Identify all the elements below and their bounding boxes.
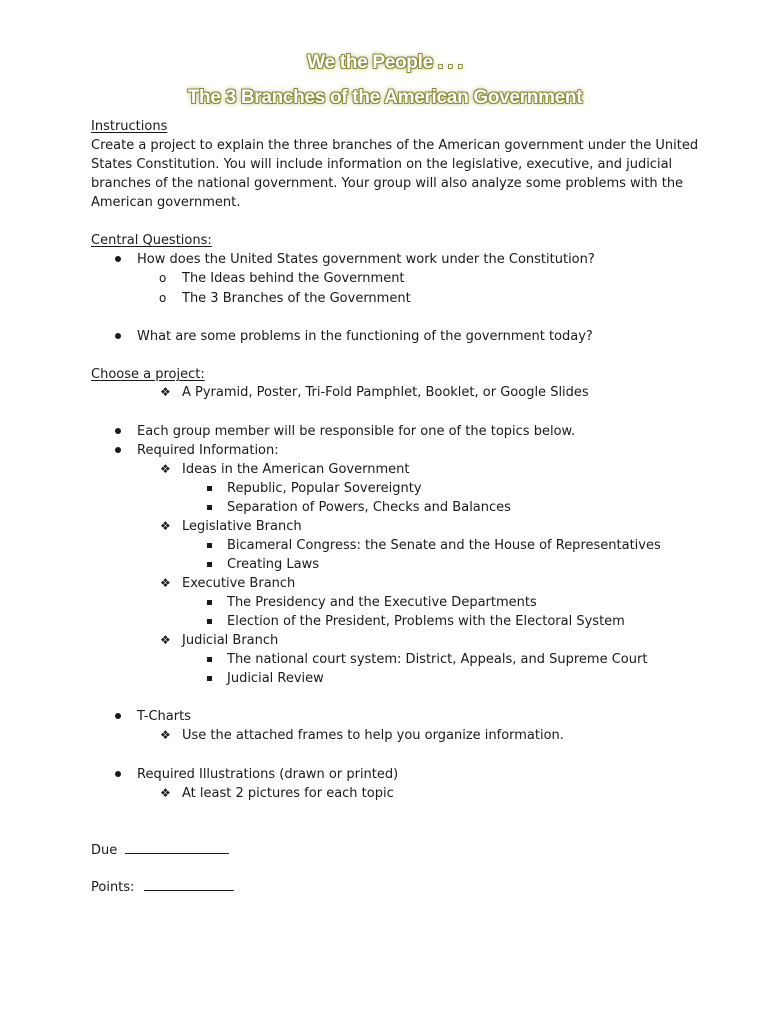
question-1: How does the United States government work under the Constitution? (137, 252, 595, 267)
instructions-line: Create a project to explain the three branches of the American government under the United (91, 138, 699, 153)
square-bullet-icon (207, 562, 212, 567)
diamond-bullet-icon: ❖ (160, 786, 171, 800)
tcharts-label: T-Charts (137, 709, 191, 724)
illustrations-label: Required Illustrations (drawn or printed) (137, 767, 399, 782)
diamond-bullet-icon: ❖ (160, 576, 171, 590)
diamond-bullet-icon: ❖ (160, 728, 171, 742)
topic-item: Separation of Powers, Checks and Balances (227, 500, 511, 515)
illustrations-note: At least 2 pictures for each topic (182, 786, 394, 801)
topic-item: Creating Laws (227, 557, 320, 572)
bullet-icon (115, 771, 121, 777)
square-bullet-icon (207, 676, 212, 681)
required-info-label: Required Information: (137, 443, 279, 458)
topic-name: Legislative Branch (182, 519, 302, 534)
due-blank-line[interactable] (125, 841, 229, 854)
question-2: What are some problems in the functioning of the government today? (137, 329, 593, 344)
points-blank-line[interactable] (144, 878, 234, 891)
square-bullet-icon (207, 619, 212, 624)
points-row (91, 878, 234, 897)
bullet-icon (115, 447, 121, 453)
bullet-icon (115, 428, 121, 434)
topic-item: The Presidency and the Executive Departments (227, 595, 537, 610)
topic-name: Ideas in the American Government (182, 462, 410, 477)
due-label: Due (91, 843, 118, 858)
square-bullet-icon (207, 600, 212, 605)
instructions-line: States Constitution. You will include information on the legislative, executive, and judicial (91, 157, 673, 172)
sub-bullet-icon: o (159, 271, 167, 285)
bullet-icon (115, 713, 121, 719)
bullet-icon (115, 256, 121, 262)
question-1-sub: The 3 Branches of the Government (182, 291, 411, 306)
tcharts-note: Use the attached frames to help you organize information. (182, 728, 564, 743)
square-bullet-icon (207, 657, 212, 662)
topic-item: The national court system: District, Appeals, and Supreme Court (227, 652, 648, 667)
sub-bullet-icon: o (159, 291, 167, 305)
question-1-sub: The Ideas behind the Government (182, 271, 405, 286)
square-bullet-icon (207, 543, 212, 548)
title-line-1: We the People . . . (307, 52, 463, 73)
topic-name: Executive Branch (182, 576, 296, 591)
project-heading: Choose a project: (91, 367, 205, 382)
square-bullet-icon (207, 486, 212, 491)
diamond-bullet-icon: ❖ (160, 519, 171, 533)
topic-name: Judicial Branch (182, 633, 279, 648)
responsibility-text: Each group member will be responsible for one of the topics below. (137, 424, 576, 439)
title-line-2: The 3 Branches of the American Government (187, 87, 583, 108)
diamond-bullet-icon: ❖ (160, 385, 171, 399)
topic-item: Republic, Popular Sovereignty (227, 481, 422, 496)
square-bullet-icon (207, 505, 212, 510)
topic-item: Election of the President, Problems with the Electoral System (227, 614, 625, 629)
central-questions-heading: Central Questions: (91, 233, 212, 248)
instructions-line: branches of the national government. Your group will also analyze some problems with the (91, 176, 684, 191)
instructions-line: American government. (91, 195, 241, 210)
project-options: A Pyramid, Poster, Tri-Fold Pamphlet, Booklet, or Google Slides (182, 385, 589, 400)
diamond-bullet-icon: ❖ (160, 462, 171, 476)
bullet-icon (115, 333, 121, 339)
diamond-bullet-icon: ❖ (160, 633, 171, 647)
topic-item: Judicial Review (227, 671, 324, 686)
topic-item: Bicameral Congress: the Senate and the House of Representatives (227, 538, 661, 553)
instructions-heading: Instructions (91, 119, 168, 134)
points-label: Points: (91, 880, 135, 895)
due-row (91, 841, 229, 860)
